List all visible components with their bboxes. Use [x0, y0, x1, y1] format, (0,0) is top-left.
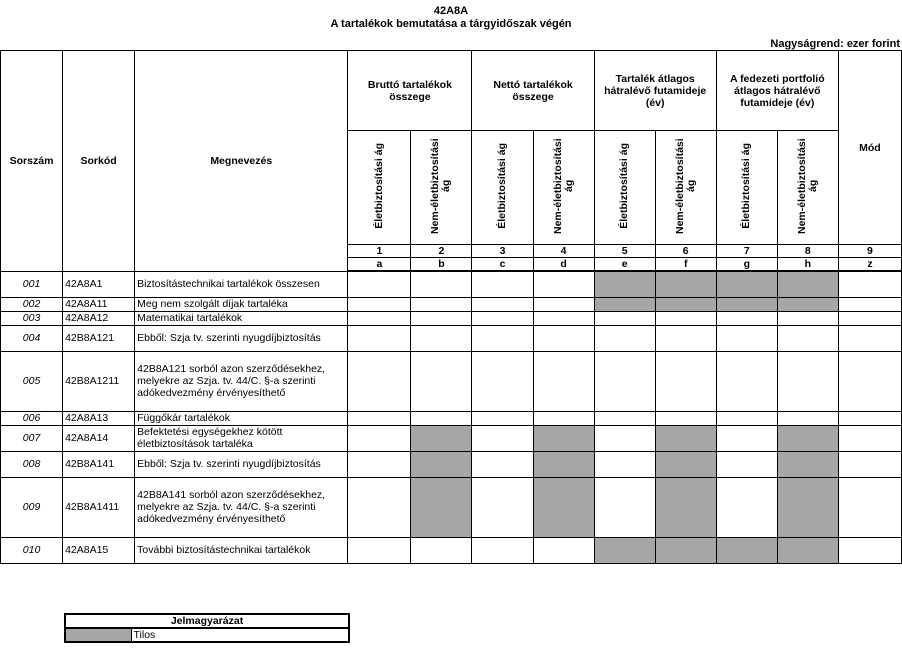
input-cell[interactable]: [348, 451, 411, 477]
col-number: 3: [472, 245, 533, 258]
row-sorszam: 002: [1, 297, 63, 311]
table-row: [1, 477, 902, 537]
table-row: [1, 411, 902, 425]
input-cell[interactable]: [838, 411, 901, 425]
row-sorkod: 42A8A12: [63, 311, 135, 325]
row-sorszam: 004: [1, 325, 63, 351]
forbidden-cell: [655, 477, 716, 537]
row-megnevezes: 42B8A141 sorból azon szerződésekhez, melyekre az Szja. tv. 44/C. §-a szerinti adókedvezmény érvényesíthető: [135, 477, 348, 537]
input-cell[interactable]: [348, 297, 411, 311]
input-cell[interactable]: [533, 351, 594, 411]
forbidden-cell: [655, 271, 716, 297]
input-cell[interactable]: [348, 311, 411, 325]
input-cell[interactable]: [472, 325, 533, 351]
row-sorkod: 42B8A141: [63, 451, 135, 477]
legend-title: Jelmagyarázat: [65, 614, 349, 628]
header-megnevezes: Megnevezés: [135, 51, 348, 272]
row-megnevezes: Ebből: Szja tv. szerinti nyugdíjbiztosítás: [135, 325, 348, 351]
row-sorszam: 007: [1, 425, 63, 451]
row-megnevezes: Meg nem szolgált díjak tartaléka: [135, 297, 348, 311]
input-cell[interactable]: [838, 311, 901, 325]
input-cell[interactable]: [411, 325, 472, 351]
subheader-elet-7: Életbiztosítási ág: [716, 131, 777, 245]
header-netto: Nettó tartalékok összege: [472, 51, 594, 131]
input-cell[interactable]: [716, 325, 777, 351]
col-letter: h: [777, 258, 838, 272]
col-letter: a: [348, 258, 411, 272]
input-cell[interactable]: [472, 271, 533, 297]
input-cell[interactable]: [348, 411, 411, 425]
col-number: 2: [411, 245, 472, 258]
input-cell[interactable]: [472, 425, 533, 451]
input-cell[interactable]: [838, 325, 901, 351]
input-cell[interactable]: [716, 351, 777, 411]
input-cell[interactable]: [348, 271, 411, 297]
subheader-elet-3: Életbiztosítási ág: [472, 131, 533, 245]
row-sorszam: 006: [1, 411, 63, 425]
row-sorkod: 42A8A13: [63, 411, 135, 425]
input-cell[interactable]: [716, 311, 777, 325]
input-cell[interactable]: [533, 297, 594, 311]
subheader-nemelet-2: Nem-életbiztosítási ág: [411, 131, 472, 245]
header-fedezeti-futamido: A fedezeti portfolió átlagos hátralévő futamideje (év): [716, 51, 838, 131]
input-cell[interactable]: [472, 311, 533, 325]
row-megnevezes: Függőkár tartalékok: [135, 411, 348, 425]
input-cell[interactable]: [594, 411, 655, 425]
row-megnevezes: Ebből: Szja tv. szerinti nyugdíjbiztosítás: [135, 451, 348, 477]
forbidden-cell: [655, 451, 716, 477]
input-cell[interactable]: [533, 537, 594, 563]
forbidden-cell: [777, 537, 838, 563]
table-row: [1, 297, 902, 311]
row-sorkod: 42B8A121: [63, 325, 135, 351]
forbidden-cell: [716, 537, 777, 563]
table-row: [1, 271, 902, 297]
input-cell[interactable]: [533, 411, 594, 425]
forbidden-cell: [411, 451, 472, 477]
row-megnevezes: Biztosítástechnikai tartalékok összesen: [135, 271, 348, 297]
forbidden-cell: [411, 425, 472, 451]
input-cell[interactable]: [472, 451, 533, 477]
input-cell[interactable]: [716, 411, 777, 425]
input-cell[interactable]: [838, 351, 901, 411]
input-cell[interactable]: [472, 537, 533, 563]
row-megnevezes: 42B8A121 sorból azon szerződésekhez, melyekre az Szja. tv. 44/C. §-a szerinti adókedvezmény érvényesíthető: [135, 351, 348, 411]
row-sorszam: 009: [1, 477, 63, 537]
col-number: 7: [716, 245, 777, 258]
row-megnevezes: Matematikai tartalékok: [135, 311, 348, 325]
input-cell[interactable]: [777, 351, 838, 411]
input-cell[interactable]: [411, 297, 472, 311]
input-cell[interactable]: [348, 425, 411, 451]
forbidden-cell: [533, 477, 594, 537]
row-megnevezes: További biztosítástechnikai tartalékok: [135, 537, 348, 563]
forbidden-cell: [777, 297, 838, 311]
col-number: 5: [594, 245, 655, 258]
reserves-table: [0, 50, 902, 564]
table-row: [1, 311, 902, 325]
header-tartalek-futamido: Tartalék átlagos hátralévő futamideje (év): [594, 51, 716, 131]
input-cell[interactable]: [411, 311, 472, 325]
forbidden-cell: [594, 537, 655, 563]
input-cell[interactable]: [838, 537, 901, 563]
input-cell[interactable]: [716, 477, 777, 537]
input-cell[interactable]: [348, 325, 411, 351]
input-cell[interactable]: [838, 297, 901, 311]
input-cell[interactable]: [472, 297, 533, 311]
row-sorszam: 010: [1, 537, 63, 563]
forbidden-cell: [594, 271, 655, 297]
row-sorkod: 42A8A14: [63, 425, 135, 451]
input-cell[interactable]: [716, 451, 777, 477]
unit-label: Nagyságrend: ezer forint: [770, 38, 900, 50]
input-cell[interactable]: [594, 451, 655, 477]
row-sorkod: 42B8A1211: [63, 351, 135, 411]
input-cell[interactable]: [411, 271, 472, 297]
col-letter: e: [594, 258, 655, 272]
input-cell[interactable]: [777, 325, 838, 351]
row-sorszam: 001: [1, 271, 63, 297]
row-sorkod: 42A8A11: [63, 297, 135, 311]
col-letter: b: [411, 258, 472, 272]
input-cell[interactable]: [411, 537, 472, 563]
forbidden-cell: [716, 297, 777, 311]
input-cell[interactable]: [533, 325, 594, 351]
forbidden-cell: [655, 537, 716, 563]
forbidden-cell: [777, 451, 838, 477]
table-row: [1, 351, 902, 411]
subheader-nemelet-8: Nem-életbiztosítási ág: [777, 131, 838, 245]
col-number: 9: [838, 245, 901, 258]
input-cell[interactable]: [348, 537, 411, 563]
input-cell[interactable]: [348, 477, 411, 537]
subheader-elet-1: Életbiztosítási ág: [348, 131, 411, 245]
input-cell[interactable]: [472, 351, 533, 411]
row-sorkod: 42B8A1411: [63, 477, 135, 537]
form-title: A tartalékok bemutatása a tárgyidőszak végén: [330, 18, 572, 30]
forbidden-cell: [777, 425, 838, 451]
input-cell[interactable]: [533, 311, 594, 325]
row-sorszam: 005: [1, 351, 63, 411]
forbidden-cell: [777, 477, 838, 537]
forbidden-cell: [533, 425, 594, 451]
input-cell[interactable]: [716, 425, 777, 451]
input-cell[interactable]: [594, 477, 655, 537]
input-cell[interactable]: [594, 325, 655, 351]
forbidden-cell: [594, 297, 655, 311]
header-brutto: Bruttó tartalékok összege: [348, 51, 472, 131]
input-cell[interactable]: [655, 325, 716, 351]
col-number: 1: [348, 245, 411, 258]
row-sorkod: 42A8A1: [63, 271, 135, 297]
col-letter: d: [533, 258, 594, 272]
col-number: 8: [777, 245, 838, 258]
col-number: 6: [655, 245, 716, 258]
forbidden-cell: [777, 271, 838, 297]
input-cell[interactable]: [348, 351, 411, 411]
header-sorkod: Sorkód: [63, 51, 135, 272]
row-megnevezes: Befektetési egységekhez kötött életbiztosítások tartaléka: [135, 425, 348, 451]
table-row: [1, 425, 902, 451]
col-letter: z: [838, 258, 901, 272]
table-row: [1, 325, 902, 351]
row-sorkod: 42A8A15: [63, 537, 135, 563]
forbidden-cell: [411, 477, 472, 537]
subheader-nemelet-6: Nem-életbiztosítási ág: [655, 131, 716, 245]
input-cell[interactable]: [411, 411, 472, 425]
col-letter: c: [472, 258, 533, 272]
input-cell[interactable]: [655, 351, 716, 411]
forbidden-cell: [655, 425, 716, 451]
forbidden-cell: [655, 297, 716, 311]
input-cell[interactable]: [777, 411, 838, 425]
input-cell[interactable]: [411, 351, 472, 411]
legend-label-tilos: Tilos: [131, 628, 349, 642]
legend: [64, 613, 350, 643]
form-code: 42A8A: [433, 5, 469, 17]
header-sorszam: Sorszám: [1, 51, 63, 272]
row-sorszam: 008: [1, 451, 63, 477]
input-cell[interactable]: [838, 271, 901, 297]
header-mod: Mód: [838, 51, 901, 245]
subheader-nemelet-4: Nem-életbiztosítási ág: [533, 131, 594, 245]
input-cell[interactable]: [838, 477, 901, 537]
table-row: [1, 451, 902, 477]
subheader-elet-5: Életbiztosítási ág: [594, 131, 655, 245]
input-cell[interactable]: [594, 425, 655, 451]
input-cell[interactable]: [594, 351, 655, 411]
row-sorszam: 003: [1, 311, 63, 325]
col-number: 4: [533, 245, 594, 258]
input-cell[interactable]: [472, 477, 533, 537]
col-letter: f: [655, 258, 716, 272]
table-row: [1, 537, 902, 563]
input-cell[interactable]: [655, 411, 716, 425]
input-cell[interactable]: [655, 311, 716, 325]
input-cell[interactable]: [838, 451, 901, 477]
forbidden-cell: [716, 271, 777, 297]
col-letter: g: [716, 258, 777, 272]
input-cell[interactable]: [838, 425, 901, 451]
forbidden-cell: [533, 451, 594, 477]
input-cell[interactable]: [594, 311, 655, 325]
input-cell[interactable]: [777, 311, 838, 325]
input-cell[interactable]: [472, 411, 533, 425]
legend-swatch-gray: [65, 628, 131, 642]
input-cell[interactable]: [533, 271, 594, 297]
